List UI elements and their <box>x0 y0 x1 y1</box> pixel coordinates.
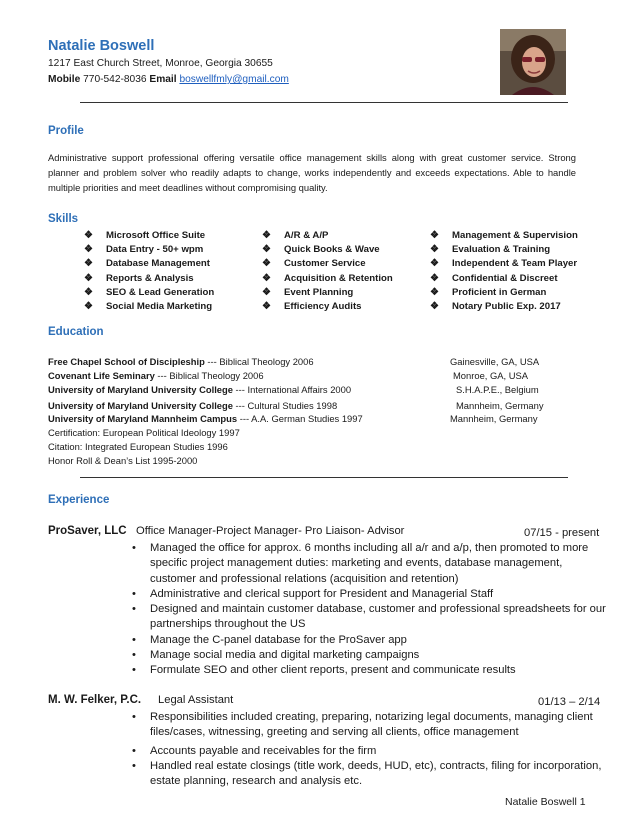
education-entry: University of Maryland Mannheim Campus --- A.A. German Studies 1997 <box>48 413 363 424</box>
education-divider <box>80 477 568 478</box>
list-item: • Designed and maintain customer database, customer and professional spreadsheets for our partnerships throughout the US <box>130 602 608 633</box>
diamond-bullet-icon: ❖ <box>430 244 439 256</box>
header-divider <box>80 102 568 103</box>
diamond-bullet-icon: ❖ <box>84 230 93 241</box>
email-label: Email <box>149 74 177 85</box>
list-item: • Formulate SEO and other client reports, present and communicate results <box>130 663 608 678</box>
diamond-bullet-icon: ❖ <box>84 244 93 256</box>
list-item: • Manage the C-panel database for the ProSaver app <box>130 633 608 648</box>
profile-heading: Profile <box>48 125 84 137</box>
education-location: Monroe, GA, USA <box>453 370 529 381</box>
skill-item: ❖ Efficiency Audits <box>262 300 393 314</box>
skill-item: ❖ Event Planning <box>262 286 393 300</box>
list-item: • Manage social media and digital marketing campaigns <box>130 648 608 663</box>
skill-item: ❖ Data Entry - 50+ wpm <box>84 243 214 257</box>
skill-item: ❖ Acquisition & Retention <box>262 272 393 286</box>
diamond-bullet-icon: ❖ <box>430 286 439 298</box>
skill-item: ❖ A/R & A/P <box>262 229 393 243</box>
address: 1217 East Church Street, Monroe, Georgia 30655 <box>48 58 273 69</box>
profile-text: Administrative support professional offering versatile office management skills along with great customer service. Strong planner and problem solver who readily adapts to change, works independently and exceeds expectations. Able to handle multiple priorities and meet deadlines without compromising quality. <box>48 152 576 193</box>
diamond-bullet-icon: ❖ <box>262 258 271 270</box>
diamond-bullet-icon: ❖ <box>84 301 93 313</box>
skills-heading: Skills <box>48 213 79 225</box>
job-dates: 01/13 – 2/14 <box>538 696 601 708</box>
skill-item: ❖ Customer Service <box>262 257 393 271</box>
job-title: Legal Assistant <box>158 694 234 706</box>
diamond-bullet-icon: ❖ <box>262 301 271 313</box>
mobile-label: Mobile <box>48 74 81 85</box>
education-location: S.H.A.P.E., Belgium <box>456 384 539 395</box>
list-item: • Managed the office for approx. 6 months including all a/r and a/p, then promoted to more specific project management duties: marketing and events, database management, customer and professional relations (acquisition and retention) <box>130 541 608 587</box>
education-entry: University of Maryland University College --- International Affairs 2000 <box>48 384 352 395</box>
diamond-bullet-icon: ❖ <box>262 286 271 298</box>
skills-column-1 <box>84 229 214 314</box>
diamond-bullet-icon: ❖ <box>430 301 439 313</box>
skill-item: ❖ Quick Books & Wave <box>262 243 393 257</box>
skills-column-2 <box>262 229 393 314</box>
job-dates: 07/15 - present <box>524 527 600 539</box>
diamond-bullet-icon: ❖ <box>262 230 271 241</box>
education-entry: Covenant Life Seminary --- Biblical Theology 2006 <box>48 370 264 381</box>
diamond-bullet-icon: ❖ <box>262 272 271 284</box>
list-item: • Accounts payable and receivables for the firm <box>130 744 608 759</box>
skill-item: ❖ Independent & Team Player <box>430 257 578 271</box>
list-item: • Responsibilities included creating, preparing, notarizing legal documents, managing client files/cases, witnessing, greeting and serving all clients, office management <box>130 710 608 741</box>
email-link[interactable]: boswellfmly@gmail.com <box>179 74 289 85</box>
page-footer <box>505 796 586 808</box>
job-bullets <box>130 541 608 679</box>
footer-name: Natalie Boswell <box>505 796 577 808</box>
skill-item: ❖ Proficient in German <box>430 286 578 300</box>
profile-photo <box>500 29 566 95</box>
education-note: Honor Roll & Dean’s List 1995-2000 <box>48 455 198 466</box>
diamond-bullet-icon: ❖ <box>430 272 439 284</box>
mobile-number: 770-542-8036 <box>83 74 147 85</box>
diamond-bullet-icon: ❖ <box>84 258 93 270</box>
skill-item: ❖ Social Media Marketing <box>84 300 214 314</box>
education-entry: University of Maryland University College --- Cultural Studies 1998 <box>48 400 338 411</box>
experience-heading: Experience <box>48 494 110 506</box>
skill-item: ❖ Microsoft Office Suite <box>84 229 214 243</box>
candidate-name: Natalie Boswell <box>48 38 155 54</box>
education-location: Mannheim, Germany <box>456 400 544 411</box>
diamond-bullet-icon: ❖ <box>430 230 439 241</box>
education-entry: Free Chapel School of Discipleship --- Biblical Theology 2006 <box>48 356 314 367</box>
page-number: 1 <box>579 796 586 808</box>
list-item: • Handled real estate closings (title work, deeds, HUD, etc), contracts, filing for incorporation, estate planning, research and analysis etc. <box>130 759 608 790</box>
skill-item: ❖ Notary Public Exp. 2017 <box>430 300 578 314</box>
list-item: • Administrative and clerical support for President and Managerial Staff <box>130 587 608 602</box>
diamond-bullet-icon: ❖ <box>262 244 271 256</box>
skill-item: ❖ Database Management <box>84 257 214 271</box>
skill-item: ❖ Reports & Analysis <box>84 272 214 286</box>
education-location: Gainesville, GA, USA <box>450 356 540 367</box>
job-company: ProSaver, LLC <box>48 525 127 537</box>
diamond-bullet-icon: ❖ <box>430 258 439 270</box>
skill-item: ❖ Confidential & Discreet <box>430 272 578 286</box>
job-bullets <box>130 710 608 789</box>
job-title: Office Manager-Project Manager- Pro Liaison- Advisor <box>136 525 405 537</box>
skills-column-3 <box>430 229 578 314</box>
education-location: Mannheim, Germany <box>450 413 538 424</box>
diamond-bullet-icon: ❖ <box>84 272 93 284</box>
skill-item: ❖ SEO & Lead Generation <box>84 286 214 300</box>
diamond-bullet-icon: ❖ <box>84 286 93 298</box>
skill-item: ❖ Evaluation & Training <box>430 243 578 257</box>
contact-line <box>48 74 289 85</box>
education-heading: Education <box>48 326 104 338</box>
education-note: Certification: European Political Ideology 1997 <box>48 427 240 438</box>
education-note: Citation: Integrated European Studies 1996 <box>48 441 228 452</box>
skill-item: ❖ Management & Supervision <box>430 229 578 243</box>
job-company: M. W. Felker, P.C. <box>48 694 142 706</box>
